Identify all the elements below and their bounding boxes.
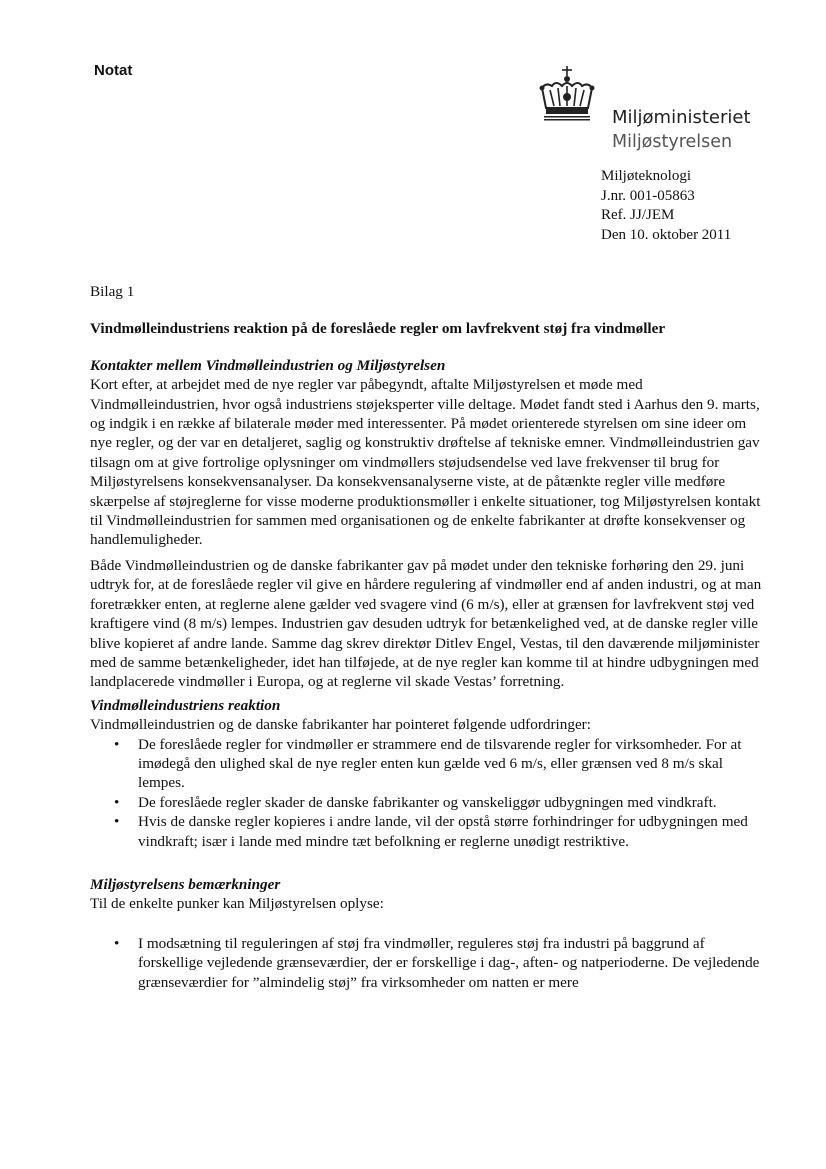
meta-reference: Ref. JJ/JEM: [601, 207, 675, 223]
bullet-list: [90, 934, 762, 992]
list-item: [114, 793, 762, 812]
section-heading-contacts: Kontakter mellem Vindmølleindustrien og Miljøstyrelsen: [90, 356, 446, 374]
ministry-name: [612, 106, 751, 154]
agency-title: Miljøstyrelsen: [612, 132, 733, 152]
paragraph: Kort efter, at arbejdet med de nye regler var påbegyndt, aftalte Miljøstyrelsen et møde med Vindmølleindustrien, hvor også industriens støjeksperter ville deltage. Mødet fandt sted i Aarhus den 9. marts, og indgik i en række af bilaterale møder med interessenter. På mødet orienterede styrelsen om sine ideer om nye regler, og der var en detaljeret, saglig og konstruktiv drøftelse af tekniske emner. Vindmølleindustrien gav tilsagn om at give fortrolige oplysninger om vindmøllers støjudsendelse ved lave frekvenser til brug for Miljøstyrelsens konsekvensanalyser. Da konsekvensanalyserne viste, at de påtænkte regler ville medføre skærpelse af støjreglerne for visse moderne produktionsmøller i enkelte situationer, tog Miljøstyrelsen kontakt til Vindmølleindustrien for sammen med organisationen og de enkelte fabrikanter at drøfte konsekvenser og handlemuligheder.: [90, 376, 761, 549]
list-item-text: I modsætning til reguleringen af støj fra vindmøller, reguleres støj fra industri på baggrund af forskellige vejledende grænseværdier, der er forskellige i dag-, aften- og natperioderne. De vejledende grænseværdier for ”almindelig støj” fra virksomheder om natten er mere: [138, 934, 760, 991]
list-item: [114, 812, 762, 851]
section-heading-remarks: Miljøstyrelsens bemærkninger: [90, 875, 281, 893]
document-body: [90, 282, 762, 992]
bullet-list: [90, 735, 762, 851]
list-item-text: De foreslåede regler for vindmøller er strammere end de tilsvarende regler for virksomheder. For at imødegå den ulighed skal de nye regler enten kun gælde ved 6 m/s, eller grænsen ved 8 m/s skal lempes.: [138, 735, 742, 792]
meta-journal-number: J.nr. 001-05863: [601, 187, 695, 204]
paragraph: Til de enkelte punker kan Miljøstyrelsen oplyse:: [90, 895, 384, 913]
document-title: Vindmølleindustriens reaktion på de foreslåede regler om lavfrekvent støj fra vindmøller: [90, 320, 666, 338]
paragraph: Både Vindmølleindustrien og de danske fabrikanter gav på mødet under den tekniske forhøring den 29. juni udtryk for, at de foreslåede regler vil give en hårdere regulering af vindmøller end af anden industri, og at man foretrækker enten, at reglerne alene gælder ved svagere vind (6 m/s), eller at grænsen for lavfrekvent støj ved kraftigere vind (8 m/s) lempes. Industrien gav desuden udtryk for betænkelighed ved, at de danske regler ville blive kopieret af andre lande. Samme dag skrev direktør Ditlev Engel, Vestas, til den daværende miljøminister med de samme betænkeligheder, idet han tilføjede, at de nye regler kan komme til at hindre udbygningen med landplacerede vindmøller i Europa, og at reglerne vil skade Vestas’ forretning.: [90, 556, 762, 691]
list-item: [114, 934, 762, 992]
bullet-icon: •: [114, 934, 120, 952]
crown-logo-icon: [536, 64, 598, 126]
appendix-label: Bilag 1: [90, 283, 135, 300]
bullet-icon: •: [114, 735, 120, 753]
ministry-title: Miljøministeriet: [612, 107, 751, 128]
document-meta: [601, 167, 731, 245]
meta-department: Miljøteknologi: [601, 168, 691, 184]
section-heading-reaction: Vindmølleindustriens reaktion: [90, 696, 281, 714]
paragraph: Vindmølleindustrien og de danske fabrikanter har pointeret følgende udfordringer:: [90, 716, 591, 734]
list-item-text: Hvis de danske regler kopieres i andre lande, vil der opstå større forhindringer for udbygningen med vindkraft; især i lande med mindre tæt befolkning er reglerne unødigt restriktive.: [138, 813, 748, 850]
meta-date: Den 10. oktober 2011: [601, 226, 732, 243]
list-item: [114, 735, 762, 793]
note-label: Notat: [94, 62, 133, 79]
bullet-icon: •: [114, 793, 120, 811]
list-item-text: De foreslåede regler skader de danske fabrikanter og vanskeliggør udbygningen med vindkraft.: [138, 793, 717, 811]
bullet-icon: •: [114, 813, 120, 831]
